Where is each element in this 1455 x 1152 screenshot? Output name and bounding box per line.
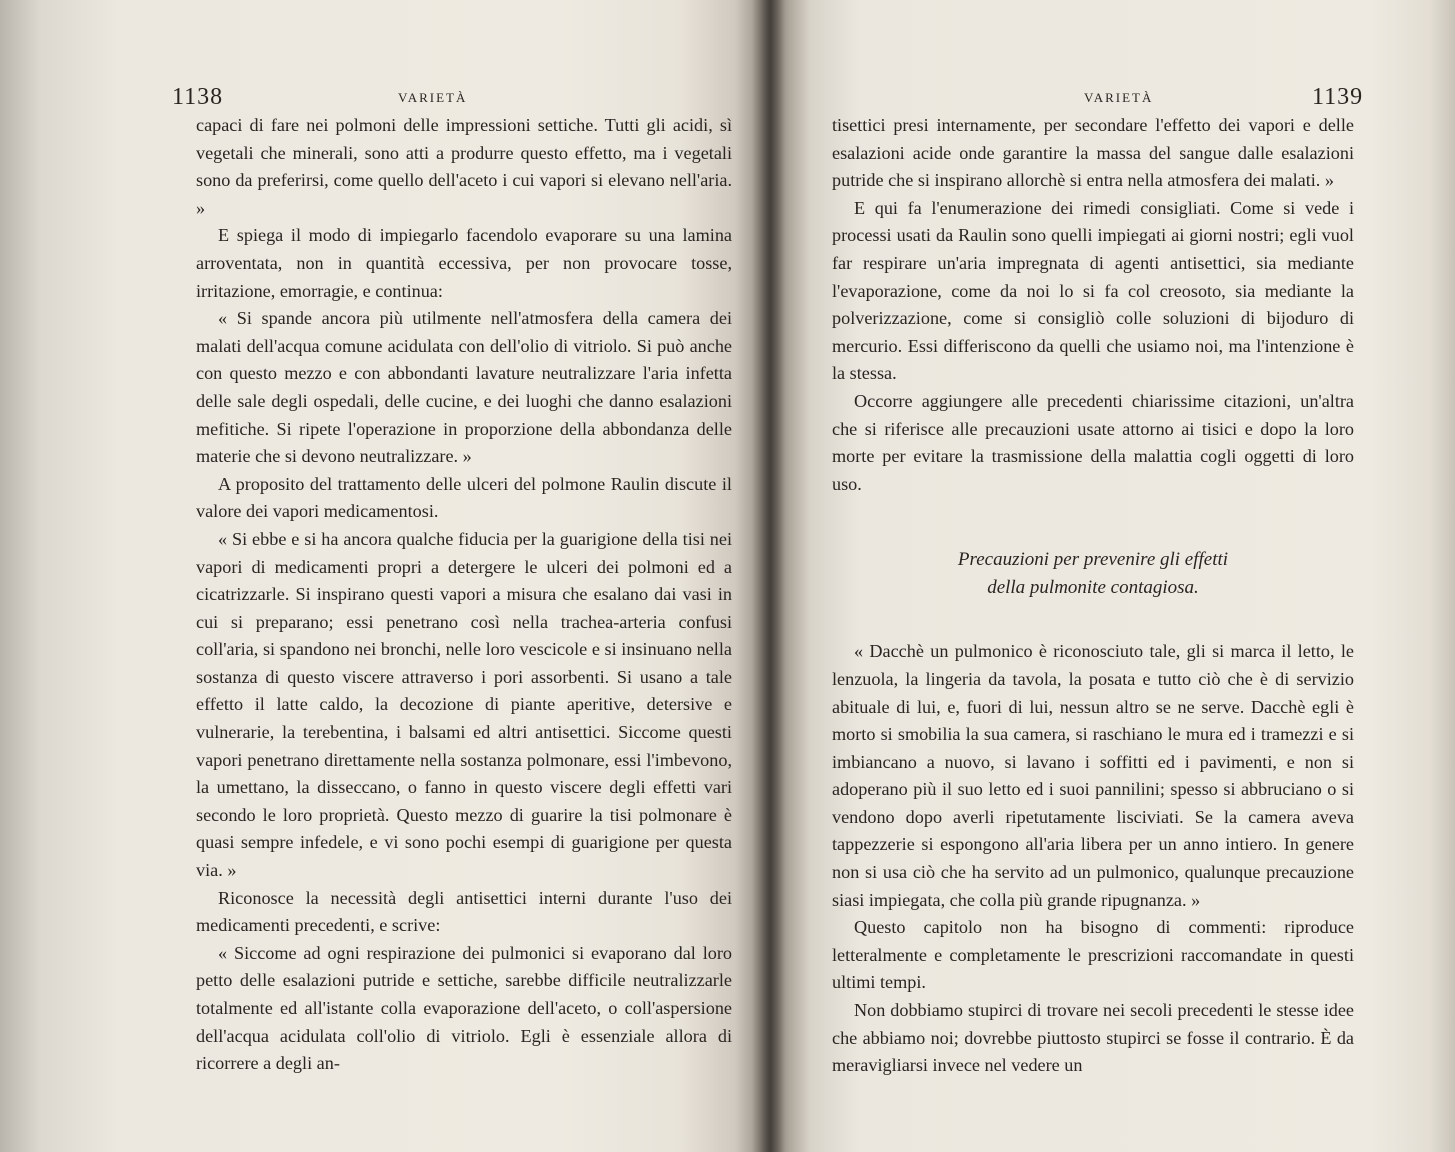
right-page [770,0,1455,1152]
page-number: 1139 [1312,84,1364,110]
running-head: VARIETÀ [398,90,468,105]
left-page-header [172,84,732,111]
paragraph: capaci di fare nei polmoni delle impressioni settiche. Tutti gli acidi, sì vegetali che minerali, sono atti a produrre questo effetto, ma i vegetali sono da preferirsi, come quello dell'aceto i cui vapori si elevano nell'aria. » [196,115,732,218]
right-page-text [832,112,1354,1080]
left-page-text [196,112,732,1078]
page-number: 1138 [172,84,224,110]
paragraph: Questo capitolo non ha bisogno di commenti: riproduce letteralmente e completamente le prescrizioni raccomandate in questi ultimi tempi. [832,917,1354,993]
paragraph: « Si ebbe e si ha ancora qualche fiducia per la guarigione della tisi nei vapori di medicamenti propri a detergere le ulceri dei polmoni ed a cicatrizzarle. Si inspirano questi vapori a misura che esalano dai vasi in cui si preparano; essi penetrano così nella trachea-arteria confusi coll'aria, si spandono nei bronchi, nelle loro vescicole e si insinuano nella sostanza di questo viscere attraverso i pori assorbenti. Si usano a tale effetto il latte caldo, la decozione di piante aperitive, detersive e vulnerarie, la terebentina, i balsami ed altri antisettici. Siccome questi vapori penetrano direttamente nella sostanza polmonare, essi l'imbevono, la umettano, la disseccano, o fanno in questo viscere degli effetti vari secondo le loro proprietà. Questo mezzo di guarire la tisi polmonare è quasi sempre infedele, e vi sono pochi esempi di guarigione per questa via. » [196,528,732,881]
paragraph: Riconosce la necessità degli antisettici interni durante l'uso dei medicamenti precedenti, e scrive: [196,887,732,936]
paragraph: tisettici presi internamente, per secondare l'effetto dei vapori e delle esalazioni acide onde garantire la massa del sangue dalle esalazioni putride che si inspirano allorchè si entra nella atmosfera dei malati. » [832,115,1354,191]
section-heading: della pulmonite contagiosa. [987,577,1199,599]
paragraph: E qui fa l'enumerazione dei rimedi consigliati. Come si vede i processi usati da Raulin sono quelli impiegati ai giorni nostri; egli vuol far respirare un'aria impregnata di agenti antisettici, sia mediante l'evaporazione, come da noi lo si fa col creosoto, sia mediante la polverizzazione, come si consigliò colle soluzioni di bijoduro di mercurio. Essi differiscono da quelli che usiamo noi, ma l'intenzione è la stessa. [832,197,1354,384]
paragraph: Non dobbiamo stupirci di trovare nei secoli precedenti le stesse idee che abbiamo noi; dovrebbe piuttosto stupirci se fosse il contrario. È da meravigliarsi invece nel vedere un [832,1000,1354,1076]
paragraph: A proposito del trattamento delle ulceri del polmone Raulin discute il valore dei vapori medicamentosi. [196,473,732,522]
paragraph: Occorre aggiungere alle precedenti chiarissime citazioni, un'altra che si riferisce alle precauzioni usate attorno ai tisici e dopo la loro morte per evitare la trasmissione della malattia cogli oggetti di loro uso. [832,390,1354,494]
book-gutter [752,0,786,1152]
paragraph: « Dacchè un pulmonico è riconosciuto tale, gli si marca il letto, le lenzuola, la lingeria da tavola, la posata e tutto ciò che è di servizio abituale di lui, e, fuori di lui, nessun altro se ne serve. Dacchè egli è morto si smobilia la sua camera, si raschiano le mura ed i tramezzi e si imbiancano a nuovo, si lavano i soffitti ed i pavimenti, e non si adoperano più il suo letto ed i suoi pannilini; spesso si abbruciano o si vendono dopo averli ripetutamente lisciviati. Se la camera aveva tappezzerie si espongono all'aria libera per un anno intiero. In genere non si usa ciò che ha servito ad un pulmonico, qualunque precauzione siasi impiegata, che colla più grande ripugnanza. » [832,641,1354,910]
paragraph: E spiega il modo di impiegarlo facendolo evaporare su una lamina arroventata, non in quantità eccessiva, per non provocare tosse, irritazione, emorragie, e continua: [196,225,732,301]
paragraph: « Si spande ancora più utilmente nell'atmosfera della camera dei malati dell'acqua comune acidulata con dell'olio di vitriolo. Si può anche con questo mezzo e con abbondanti lavature neutralizzare l'aria infetta delle sale degli ospedali, delle cucine, e dei luoghi che danno esalazioni mefitiche. Si ripete l'operazione in proporzione della abbondanza delle materie che si devono neutralizzare. » [196,308,732,467]
running-head: VARIETÀ [1084,90,1154,105]
section-heading: Precauzioni per prevenire gli effetti [957,549,1229,571]
paragraph: « Siccome ad ogni respirazione dei pulmonici si evaporano dal loro petto delle esalazioni putride e settiche, sarebbe difficile neutralizzarle totalmente ed all'istante colla evaporazione dell'aceto, o coll'aspersione dell'acqua acidulata coll'olio di vitriolo. Egli è essenziale allora di ricorrere a degli an- [196,942,732,1074]
